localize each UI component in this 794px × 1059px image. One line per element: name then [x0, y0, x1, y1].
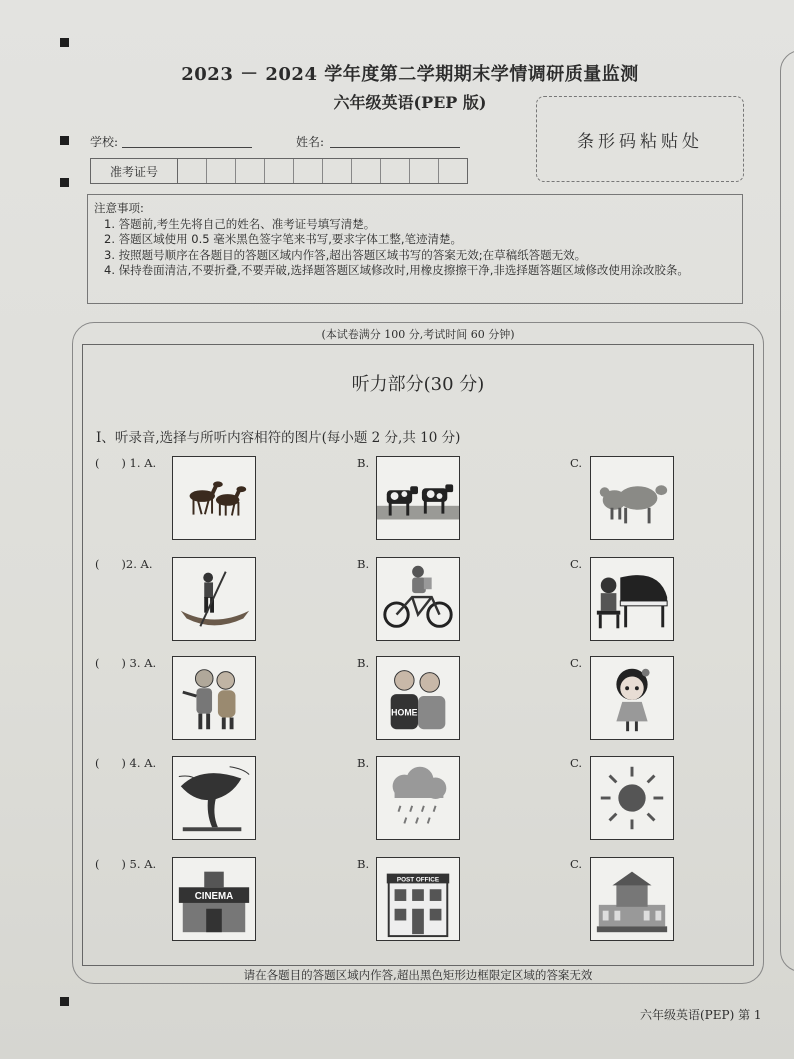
exam-id-cell[interactable] [236, 159, 265, 183]
grandparents-icon [172, 656, 256, 740]
exam-id-cell[interactable] [381, 159, 410, 183]
page-footer: 六年级英语(PEP) 第 1 [640, 1008, 762, 1022]
option-label: B. [357, 656, 370, 670]
option-label: B. [357, 456, 370, 470]
name-field[interactable] [330, 146, 460, 148]
alignment-mark [60, 997, 69, 1006]
two-boys-home-icon [376, 656, 460, 740]
section-title: 听力部分(30 分) [351, 374, 485, 395]
option-label: C. [570, 756, 583, 770]
name-label: 姓名: [296, 135, 325, 149]
horses-icon [172, 456, 256, 540]
notice-item: 1. 答题前,考生先将自己的姓名、准考证号填写清楚。 [104, 216, 376, 231]
exam-id-label: 准考证号 [91, 159, 178, 183]
alignment-mark [60, 38, 69, 47]
sun-icon [590, 756, 674, 840]
question-title: Ⅰ、听录音,选择与所听内容相符的图片(每小题 2 分,共 10 分) [96, 430, 461, 446]
option-label: B. [357, 756, 370, 770]
home-text: HOME [391, 707, 418, 718]
exam-id-cell[interactable] [265, 159, 294, 183]
post-office-text: POST OFFICE [396, 876, 440, 884]
windy-tree-icon [172, 756, 256, 840]
exam-id-cell[interactable] [323, 159, 352, 183]
option-label: C. [570, 557, 583, 571]
post-office-icon [376, 857, 460, 941]
option-label: B. [357, 857, 370, 871]
rain-cloud-icon [376, 756, 460, 840]
answer-area-footnote: 请在各题目的答题区域内作答,超出黑色矩形边框限定区域的答案无效 [243, 968, 593, 982]
alignment-mark [60, 178, 69, 187]
girl-icon [590, 656, 674, 740]
notice-heading: 注意事项: [94, 201, 144, 215]
cyclist-icon [376, 557, 460, 641]
exam-id-cell[interactable] [410, 159, 439, 183]
school-label: 学校: [90, 135, 119, 149]
exam-id-cell[interactable] [352, 159, 381, 183]
notice-item: 2. 答题区域使用 0.5 毫米黑色签字笔来书写,要求字体工整,笔迹清楚。 [104, 232, 463, 246]
option-label: C. [570, 656, 583, 670]
exam-id-cell[interactable] [439, 159, 467, 183]
notice-item: 4. 保持卷面清洁,不要折叠,不要弄破,选择题答题区域修改时,用橡皮擦擦干净,非选择题答题区域修改使用涂改胶条。 [104, 263, 689, 277]
question-number[interactable]: ( ) 4. A. [95, 756, 157, 770]
exam-info: (本试卷满分 100 分,考试时间 60 分钟) [321, 328, 515, 341]
exam-id-cell[interactable] [178, 159, 207, 183]
question-number[interactable]: ( ) 3. A. [95, 656, 157, 670]
question-number[interactable]: ( )2. A. [95, 557, 153, 571]
cows-icon [376, 456, 460, 540]
notice-box [87, 194, 743, 304]
option-label: C. [570, 456, 583, 470]
school-field[interactable] [122, 146, 252, 148]
option-label: B. [357, 557, 370, 571]
exam-id-cell[interactable] [207, 159, 236, 183]
rowing-boat-icon [172, 557, 256, 641]
next-page-edge [780, 50, 794, 972]
barcode-area: 条形码粘贴处 [536, 96, 744, 182]
notice-item: 3. 按照题号顺序在各题目的答题区域内作答,超出答题区域书写的答案无效;在草稿纸答题无效。 [104, 247, 587, 262]
cinema-text: CINEMA [194, 891, 234, 902]
exam-title: 2023 － 2024 学年度第二学期期末学情调研质量监测 [181, 64, 639, 85]
museum-icon [590, 857, 674, 941]
exam-id-grid[interactable] [90, 158, 468, 184]
cinema-icon [172, 857, 256, 941]
exam-id-cell[interactable] [294, 159, 323, 183]
alignment-mark [60, 136, 69, 145]
question-number[interactable]: ( ) 1. A. [95, 456, 157, 470]
piano-player-icon [590, 557, 674, 641]
sheep-icon [590, 456, 674, 540]
question-number[interactable]: ( ) 5. A. [95, 857, 157, 871]
exam-subtitle: 六年级英语(PEP 版) [333, 93, 487, 112]
option-label: C. [570, 857, 583, 871]
